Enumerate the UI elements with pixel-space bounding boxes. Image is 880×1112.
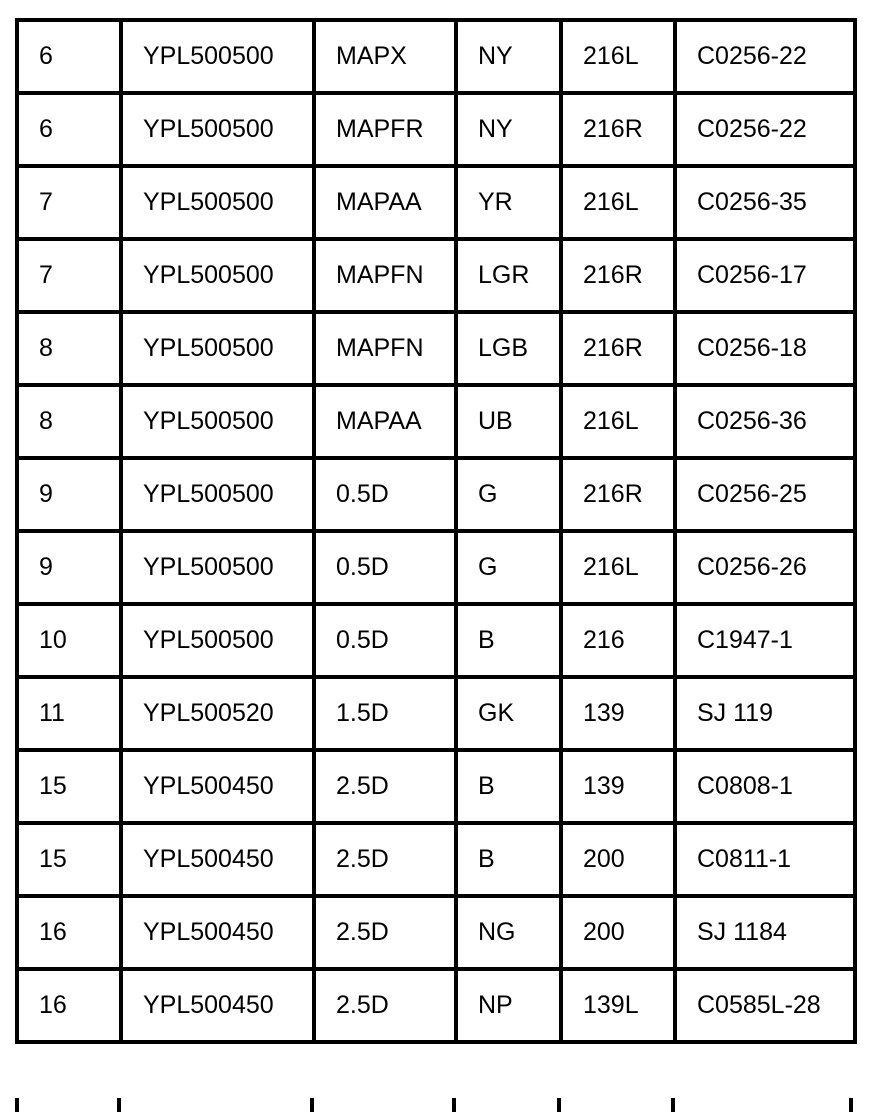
part-number-cell: YPL500500 (121, 385, 314, 458)
table-row (17, 677, 855, 750)
color-cell: G (456, 531, 561, 604)
type-cell: MAPFN (314, 312, 456, 385)
code-cell: C0585L-28 (675, 969, 855, 1042)
size-cell: 216L (561, 531, 675, 604)
table-body (17, 20, 855, 1042)
type-cell: 2.5D (314, 896, 456, 969)
code-cell: C0256-22 (675, 93, 855, 166)
size-cell: 216R (561, 458, 675, 531)
table-row (17, 896, 855, 969)
part-number-cell: YPL500500 (121, 20, 314, 93)
code-cell: SJ 119 (675, 677, 855, 750)
size-cell: 216R (561, 239, 675, 312)
type-cell: 1.5D (314, 677, 456, 750)
part-number-cell: YPL500500 (121, 458, 314, 531)
data-table-container (15, 18, 853, 1044)
size-cell: 216R (561, 312, 675, 385)
row-number-cell: 8 (17, 312, 121, 385)
code-cell: C0256-36 (675, 385, 855, 458)
code-cell: C0256-18 (675, 312, 855, 385)
row-number-cell: 15 (17, 823, 121, 896)
table-row (17, 604, 855, 677)
table-row (17, 312, 855, 385)
part-number-cell: YPL500520 (121, 677, 314, 750)
color-cell: G (456, 458, 561, 531)
code-cell: C0811-1 (675, 823, 855, 896)
type-cell: MAPAA (314, 385, 456, 458)
part-number-cell: YPL500500 (121, 312, 314, 385)
part-number-cell: YPL500500 (121, 531, 314, 604)
type-cell: 0.5D (314, 531, 456, 604)
table-row (17, 93, 855, 166)
color-cell: NG (456, 896, 561, 969)
color-cell: NP (456, 969, 561, 1042)
type-cell: 2.5D (314, 750, 456, 823)
color-cell: LGB (456, 312, 561, 385)
table-row (17, 458, 855, 531)
color-cell: NY (456, 20, 561, 93)
size-cell: 200 (561, 823, 675, 896)
type-cell: 0.5D (314, 604, 456, 677)
type-cell: MAPFR (314, 93, 456, 166)
code-cell: SJ 1184 (675, 896, 855, 969)
code-cell: C0256-22 (675, 20, 855, 93)
type-cell: 2.5D (314, 823, 456, 896)
type-cell: 0.5D (314, 458, 456, 531)
color-cell: B (456, 604, 561, 677)
color-cell: B (456, 750, 561, 823)
part-number-cell: YPL500450 (121, 896, 314, 969)
code-cell: C0808-1 (675, 750, 855, 823)
part-number-cell: YPL500500 (121, 93, 314, 166)
part-number-cell: YPL500450 (121, 750, 314, 823)
color-cell: B (456, 823, 561, 896)
size-cell: 216L (561, 20, 675, 93)
size-cell: 216L (561, 385, 675, 458)
table-row (17, 385, 855, 458)
table-row (17, 20, 855, 93)
row-number-cell: 9 (17, 531, 121, 604)
size-cell: 216R (561, 93, 675, 166)
row-number-cell: 9 (17, 458, 121, 531)
row-number-cell: 15 (17, 750, 121, 823)
part-number-cell: YPL500450 (121, 969, 314, 1042)
size-cell: 139L (561, 969, 675, 1042)
row-number-cell: 7 (17, 166, 121, 239)
code-cell: C0256-35 (675, 166, 855, 239)
table-row (17, 239, 855, 312)
part-number-cell: YPL500450 (121, 823, 314, 896)
part-number-cell: YPL500500 (121, 239, 314, 312)
row-number-cell: 10 (17, 604, 121, 677)
code-cell: C0256-26 (675, 531, 855, 604)
type-cell: MAPAA (314, 166, 456, 239)
part-number-cell: YPL500500 (121, 166, 314, 239)
color-cell: YR (456, 166, 561, 239)
color-cell: GK (456, 677, 561, 750)
table-row (17, 969, 855, 1042)
row-number-cell: 6 (17, 20, 121, 93)
table-row (17, 531, 855, 604)
color-cell: LGR (456, 239, 561, 312)
row-number-cell: 16 (17, 969, 121, 1042)
table-row (17, 823, 855, 896)
type-cell: MAPFN (314, 239, 456, 312)
row-number-cell: 7 (17, 239, 121, 312)
color-cell: UB (456, 385, 561, 458)
code-cell: C1947-1 (675, 604, 855, 677)
row-number-cell: 11 (17, 677, 121, 750)
type-cell: 2.5D (314, 969, 456, 1042)
data-table (15, 18, 857, 1044)
size-cell: 139 (561, 750, 675, 823)
size-cell: 139 (561, 677, 675, 750)
table-row (17, 166, 855, 239)
row-number-cell: 8 (17, 385, 121, 458)
color-cell: NY (456, 93, 561, 166)
code-cell: C0256-25 (675, 458, 855, 531)
row-number-cell: 16 (17, 896, 121, 969)
code-cell: C0256-17 (675, 239, 855, 312)
size-cell: 200 (561, 896, 675, 969)
row-number-cell: 6 (17, 93, 121, 166)
part-number-cell: YPL500500 (121, 604, 314, 677)
type-cell: MAPX (314, 20, 456, 93)
size-cell: 216 (561, 604, 675, 677)
table-row (17, 750, 855, 823)
size-cell: 216L (561, 166, 675, 239)
table-continuation-edge (15, 1098, 853, 1112)
